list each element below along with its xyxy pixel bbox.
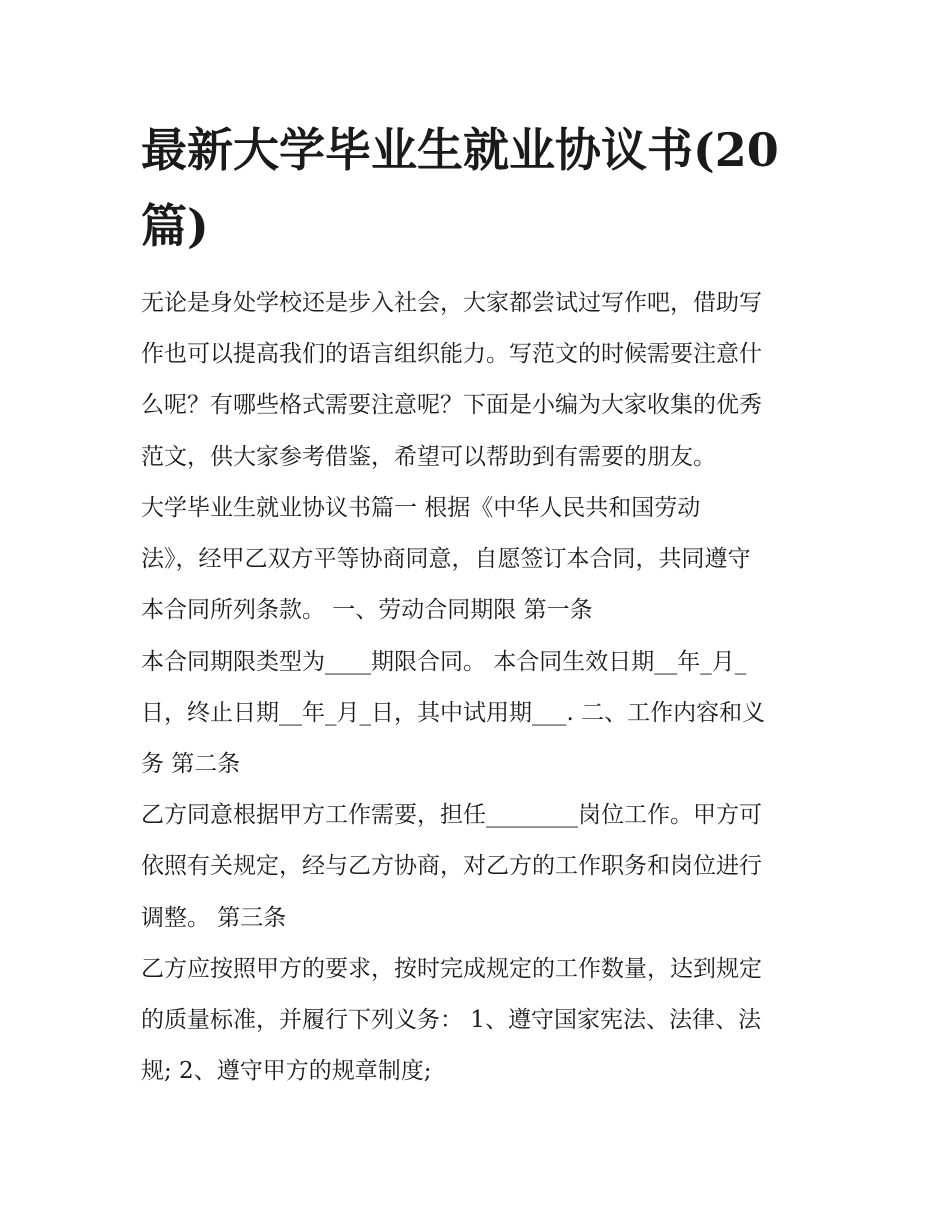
document-title [141,112,821,264]
body-line: 本合同期限类型为____期限合同。 本合同生效日期__年_月_ [141,648,747,675]
body-line: 调整。 第三条 [141,904,287,931]
body-line: 规; 2、遵守甲方的规章制度; [141,1058,432,1085]
intro-line: 么呢？有哪些格式需要注意呢？下面是小编为大家收集的优秀 [141,392,762,419]
intro-line: 范文，供大家参考借鉴，希望可以帮助到有需要的朋友。 [141,443,716,470]
body-line: 法》，经甲乙双方平等协商同意，自愿签订本合同，共同遵守 [141,546,751,573]
body-line: 本合同所列条款。 一、劳动合同期限 第一条 [141,597,593,624]
body-line: 的质量标准，并履行下列义务： 1、遵守国家宪法、法律、法 [141,1007,761,1034]
body-line: 日，终止日期__年_月_日，其中试用期___. 二、工作内容和义 [141,699,766,726]
body-line: 乙方应按照甲方的要求，按时完成规定的工作数量，达到规定 [141,955,762,982]
intro-line: 作也可以提高我们的语言组织能力。写范文的时候需要注意什 [141,341,762,368]
intro-paragraph [141,278,813,483]
title-line-2: 篇) [141,199,209,253]
body-line: 大学毕业生就业协议书篇一 根据《中华人民共和国劳动 [141,495,701,521]
body-line: 乙方同意根据甲方工作需要，担任________岗位工作。甲方可 [141,802,762,829]
body-line: 依照有关规定，经与乙方协商，对乙方的工作职务和岗位进行 [141,853,762,880]
title-line-1: 最新大学毕业生就业协议书(20 [141,123,779,177]
body-line: 务 第二条 [141,751,241,778]
agreement-body [141,483,813,1097]
intro-line: 无论是身处学校还是步入社会，大家都尝试过写作吧，借助写 [141,290,762,316]
